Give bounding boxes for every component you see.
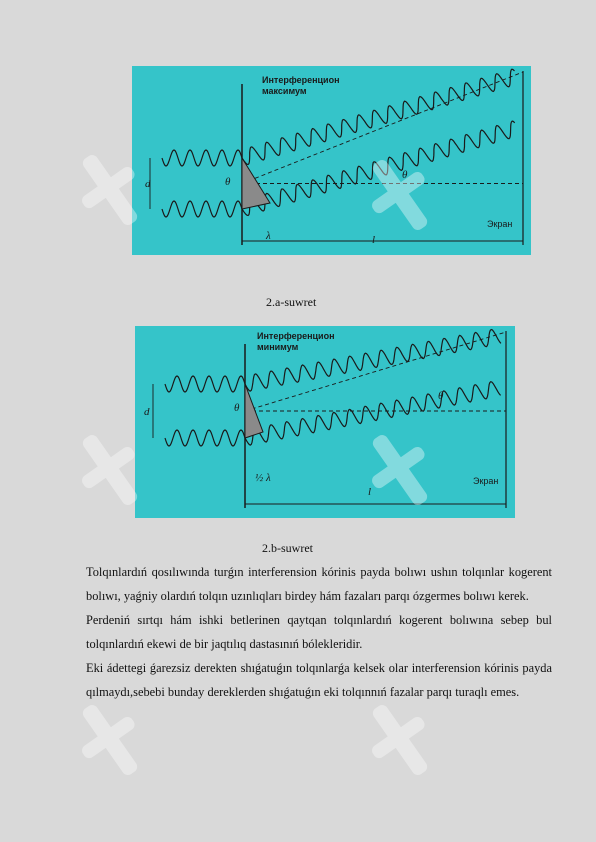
screen-label: Экран bbox=[487, 219, 513, 229]
symbol-theta-left: θ bbox=[234, 402, 240, 414]
figure-b-title-line1: Интерференцион bbox=[257, 331, 335, 341]
figure-b-title-line2: минимум bbox=[257, 342, 299, 352]
symbol-theta-right: θ bbox=[438, 390, 444, 402]
symbol-theta-right: θ bbox=[402, 169, 408, 181]
figure-a-title-line1: Интерференцион bbox=[262, 75, 340, 85]
paragraph: Tolqınlardıń qosılıwında turǵın interferension kórinis payda bolıwı ushın tolqınlar kogerent bolıwı, yaǵniy olardıń tolqın uzınlıqları birdey hám fazaları parqı ózgermes bolıwı kerek. bbox=[86, 565, 552, 603]
symbol-theta-left: θ bbox=[225, 176, 231, 188]
symbol-d: d bbox=[144, 406, 150, 418]
figure-a-title-line2: максимум bbox=[262, 86, 307, 96]
symbol-lambda: λ bbox=[266, 230, 271, 242]
paragraph: Eki ádettegi ǵarezsiz derekten shıǵatuǵın tolqınlarǵa kelsek olar interferension kórinis payda qılmaydı,sebebi bunday dereklerden shıǵatuǵın eki tolqınnıń fazalar parqı turaqlı emes. bbox=[86, 661, 552, 699]
symbol-d: d bbox=[145, 178, 151, 190]
paragraph: Perdeniń sırtqı hám ishki betlerinen qaytqan tolqınlardıń kogerent bolıwına sebep bul tolqınlardıń ekewi de bir jaqtılıq dastasınıń bólekleridir. bbox=[86, 613, 552, 651]
caption-a: 2.a-suwret bbox=[266, 295, 317, 309]
caption-b: 2.b-suwret bbox=[262, 541, 313, 555]
symbol-l: l bbox=[368, 486, 372, 498]
screen-label: Экран bbox=[473, 476, 499, 486]
symbol-l: l bbox=[372, 234, 376, 246]
symbol-half-lambda: ½ λ bbox=[255, 472, 271, 484]
